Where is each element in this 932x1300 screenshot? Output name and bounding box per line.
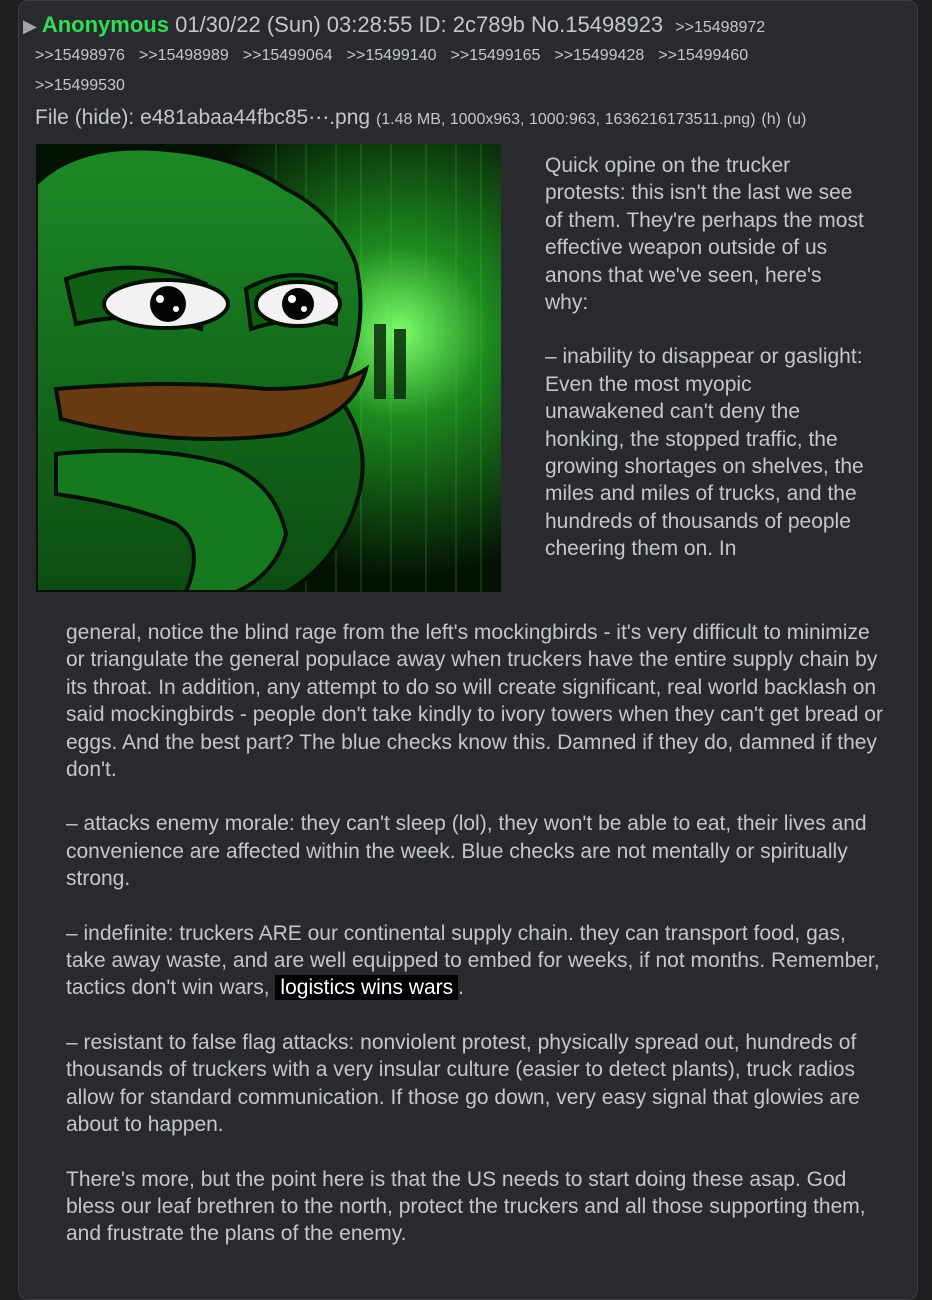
backlink[interactable]: >>15498976 [35, 47, 125, 64]
post-container [18, 0, 918, 1300]
post-paragraph [66, 920, 886, 1002]
u-link[interactable]: (u) [786, 111, 807, 128]
file-info: File (hide): e481abaa44fbc85⋯.png (1.48 MB, 1000x963, 1000:963, 1636216173511.png) (h) (u) [35, 106, 807, 129]
file-details: (1.48 MB, 1000x963, 1000:963, 1636216173511.png) [375, 111, 756, 128]
paragraph-text: – indefinite: truckers ARE our continental supply chain. they can transport food, gas, take away waste, and are well equipped to embed for weeks, if not months. Remember, tactics don't win wars, [66, 921, 880, 1000]
post-datetime: 01/30/22 (Sun) 03:28:55 [175, 12, 413, 37]
backlink[interactable]: >>15499140 [346, 47, 437, 64]
post-header [23, 10, 903, 42]
backlink[interactable]: >>15499460 [658, 47, 749, 64]
backlink-row [35, 47, 762, 65]
post-body-top [545, 152, 865, 563]
post-paragraph: general, notice the blind rage from the left's mockingbirds - it's very difficult to minimize or triangulate the general populace away when truckers have the entire supply chain by its throat. In addition, any attempt to do so will create significant, real world backlash on said mockingbirds - people don't take kindly to ivory towers when they can't get bread or eggs. And the best part? The blue checks know this. Damned if they do, damned if they don't. [66, 621, 883, 782]
h-link[interactable]: (h) [761, 111, 781, 128]
post-paragraph: – inability to disappear or gaslight: Even the most myopic unawakened can't deny the honking, the stopped traffic, the growing shortages on shelves, the miles and miles of trucks, and the hundreds of thousands of people cheering them on. In [545, 345, 864, 561]
collapse-arrow-icon[interactable]: ▶ [23, 16, 37, 36]
backlink[interactable]: >>15499064 [242, 47, 333, 64]
post-body-bottom [66, 619, 886, 1248]
file-name-link[interactable]: e481abaa44fbc85⋯.png [140, 106, 371, 129]
backlink[interactable]: >>15499530 [35, 77, 125, 94]
file-label: File [35, 106, 69, 129]
backlink[interactable]: >>15499428 [554, 47, 645, 64]
backlink-row [35, 77, 139, 95]
backlink[interactable]: >>15498989 [138, 47, 229, 64]
post-thumbnail-image[interactable] [36, 144, 501, 592]
post-paragraph: – resistant to false flag attacks: nonviolent protest, physically spread out, hundreds of thousands of truckers with a very insular culture (easier to detect plants), truck radios allow for standard communication. If those go down, very easy signal that glowies are about to happen. [66, 1030, 860, 1137]
backlink[interactable]: >>15499165 [450, 47, 541, 64]
post-paragraph: Quick opine on the trucker protests: this isn't the last we see of them. They're perhaps the most effective weapon outside of us anons that we've seen, here's why: [545, 154, 864, 315]
post-paragraph: – attacks enemy morale: they can't sleep (lol), they won't be able to eat, their lives and convenience are affected within the week. Blue checks are not mentally or spiritually strong. [66, 812, 867, 891]
hide-link[interactable]: (hide) [74, 106, 129, 129]
post-number[interactable]: No.15498923 [531, 12, 664, 37]
paragraph-text: . [458, 976, 464, 1000]
post-paragraph: There's more, but the point here is that the US needs to start doing these asap. God bless our leaf brethren to the north, protect the truckers and all those supporting them, and frustrate the plans of the enemy. [66, 1167, 866, 1246]
poster-id[interactable]: ID: 2c789b [418, 12, 525, 37]
poster-name: Anonymous [41, 12, 169, 37]
backlink[interactable]: >>15498972 [675, 19, 766, 36]
highlighted-text: logistics wins wars [275, 975, 458, 1000]
